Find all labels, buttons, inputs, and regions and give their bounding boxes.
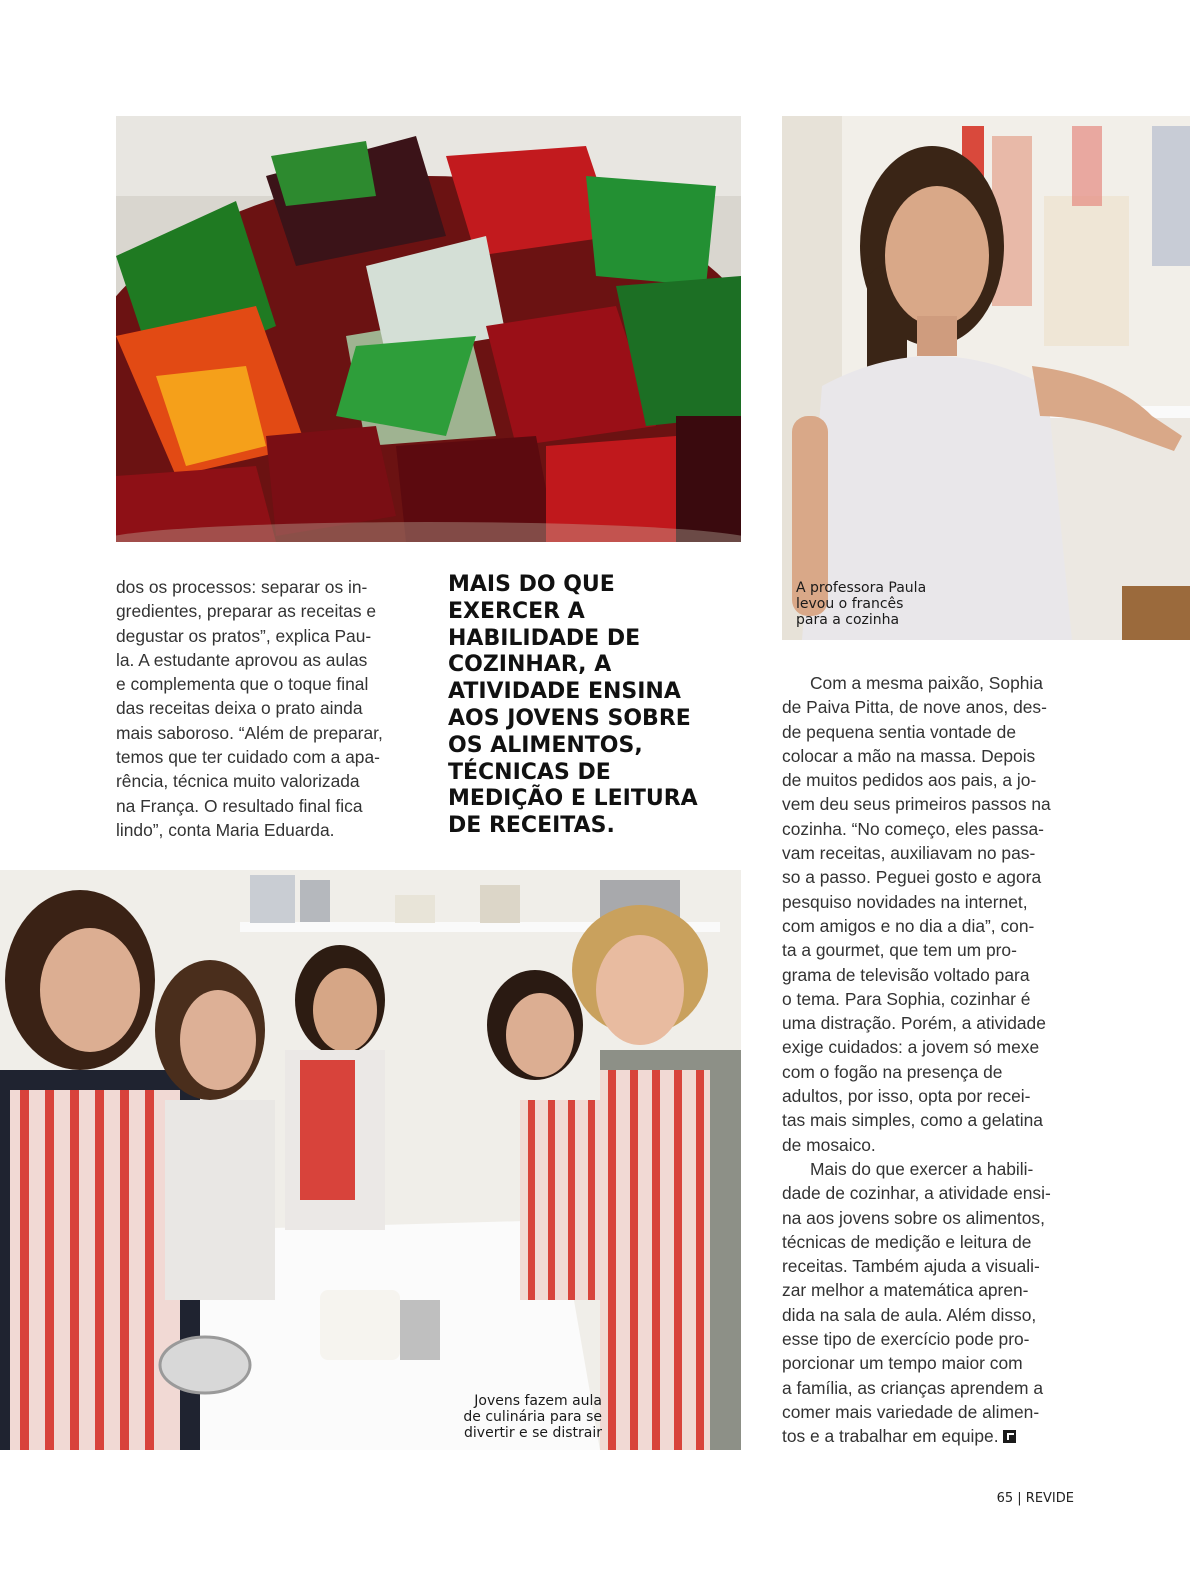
body-line: rência, técnica muito valorizada [116,771,360,792]
body-line: e complementa que o toque final [116,674,369,695]
paragraph-1 [782,671,1074,1157]
body-line: com o fogão na presença de [782,1061,1003,1082]
right-column-text [782,671,1074,1449]
body-line: receitas. Também ajuda a visuali- [782,1256,1040,1277]
body-line: lindo”, conta Maria Eduarda. [116,819,335,840]
body-line: na aos jovens sobre os alimentos, [782,1207,1045,1228]
group-photo [0,870,741,1450]
caption-line: para a cozinha [796,612,900,628]
caption-line: levou o francês [796,596,904,612]
body-line: dida na sala de aula. Além disso, [782,1304,1037,1325]
body-line: com amigos e no dia a dia”, con- [782,915,1035,936]
body-line: esse tipo de exercício pode pro- [782,1329,1030,1350]
folio-separator: | [1017,1491,1022,1506]
body-line: Com a mesma paixão, Sophia [810,673,1043,693]
teacher-photo [782,116,1190,640]
body-line: comer mais variedade de alimen- [782,1401,1040,1422]
caption-line: divertir e se distrair [464,1425,602,1441]
body-line: dos os processos: separar os in- [116,577,368,597]
body-line: de Paiva Pitta, de nove anos, des- [782,697,1047,718]
caption-line: Jovens fazem aula [474,1393,602,1409]
body-line: dade de cozinhar, a atividade ensi- [782,1183,1051,1204]
body-line: técnicas de medição e leitura de [782,1231,1032,1252]
body-line: das receitas deixa o prato ainda [116,698,363,719]
body-line: so a passo. Peguei gosto e agora [782,867,1042,888]
teacher-caption [796,580,996,628]
left-column-text [116,575,408,842]
page-folio [960,1491,1074,1506]
body-line: vem deu seus primeiros passos na [782,794,1051,815]
body-line: grama de televisão voltado para [782,964,1030,985]
body-line: porcionar um tempo maior com [782,1353,1023,1374]
paragraph-2 [782,1157,1074,1449]
body-line-last [782,1424,1074,1448]
body-line-text: tos e a trabalhar em equipe. [782,1426,999,1447]
body-line: de mosaico. [782,1134,876,1155]
end-of-article-icon [1003,1430,1016,1443]
body-line: adultos, por isso, opta por recei- [782,1086,1031,1107]
body-line: temos que ter cuidado com a apa- [116,747,380,768]
body-line: cozinha. “No começo, eles passa- [782,818,1044,839]
body-line: vam receitas, auxiliavam no pas- [782,843,1036,864]
body-line: mais saboroso. “Além de preparar, [116,722,383,743]
page-number: 65 [996,1491,1014,1506]
body-line: gredientes, preparar as receitas e [116,601,377,622]
body-line: o tema. Para Sophia, cozinhar é [782,988,1031,1009]
body-line: la. A estudante aprovou as aulas [116,649,368,670]
body-line: Mais do que exercer a habili- [810,1158,1034,1179]
body-line: uma distração. Porém, a atividade [782,1013,1046,1034]
body-line: pesquiso novidades na internet, [782,891,1028,912]
body-line: de muitos pedidos aos pais, a jo- [782,770,1037,791]
body-line: degustar os pratos”, explica Pau- [116,625,372,646]
caption-line: A professora Paula [796,580,927,596]
gelatin-photo [116,116,741,542]
body-line: ta a gourmet, que tem um pro- [782,940,1017,961]
pull-quote: MAIS DO QUE EXERCER A HABILIDADE DE COZINHAR, A ATIVIDADE ENSINA AOS JOVENS SOBRE OS ALIMENTOS, TÉCNICAS DE MEDIÇÃO E LEITURA DE RECEITAS. [448,572,698,839]
body-line: zar melhor a matemática apren- [782,1280,1029,1301]
magazine-name: REVIDE [1025,1491,1074,1506]
caption-line: de culinária para se [463,1409,602,1425]
body-line: colocar a mão na massa. Depois [782,745,1036,766]
body-line: a família, as crianças aprendem a [782,1377,1043,1398]
body-line: exige cuidados: a jovem só mexe [782,1037,1040,1058]
group-caption [420,1393,602,1441]
body-line: na França. O resultado final fica [116,795,363,816]
body-line: tas mais simples, como a gelatina [782,1110,1043,1131]
body-line: de pequena sentia vontade de [782,721,1017,742]
